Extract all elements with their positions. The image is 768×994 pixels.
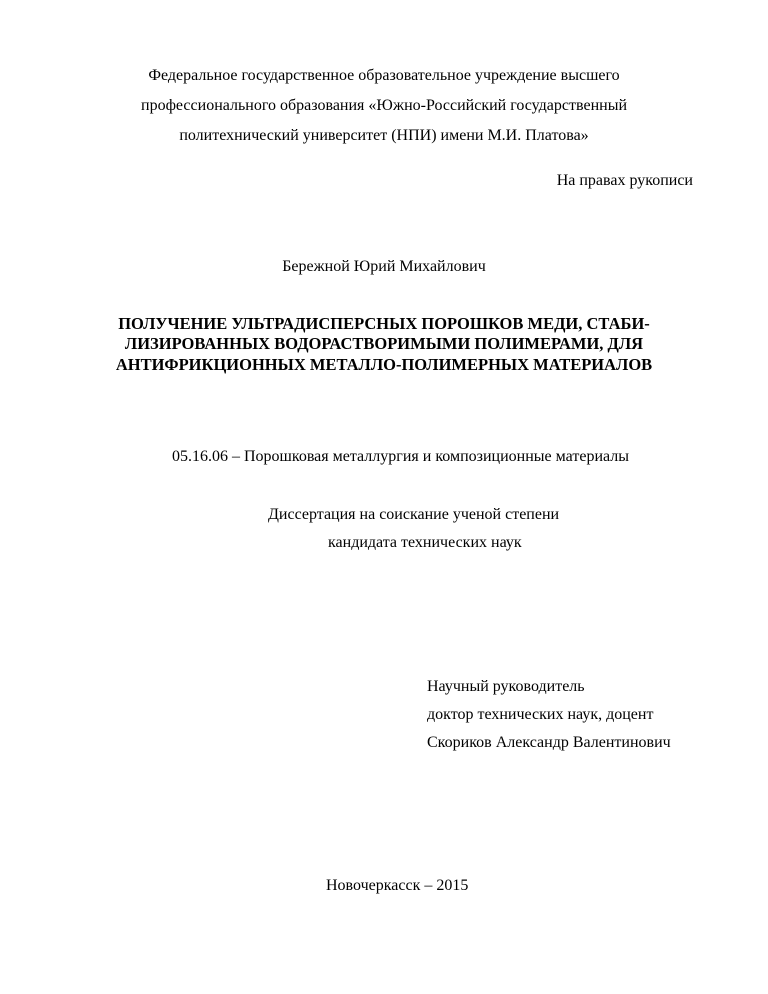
dissertation-title-line-2: ЛИЗИРОВАННЫХ ВОДОРАСТВОРИМЫМИ ПОЛИМЕРАМИ, ДЛЯ [124,334,644,353]
institution-line-3: политехнический университет (НПИ) имени М.И. Платова» [179,127,589,144]
supervisor-role: Научный руководитель [427,678,585,695]
manuscript-note: На правах рукописи [556,172,693,189]
author-name: Бережной Юрий Михайлович [282,258,486,275]
specialty-code: 05.16.06 – Порошковая металлургия и композиционные материалы [172,448,629,465]
supervisor-name: Скориков Александр Валентинович [427,734,671,751]
institution-line-1: Федеральное государственное образовательное учреждение высшего [148,67,620,84]
dissertation-title-line-1: ПОЛУЧЕНИЕ УЛЬТРАДИСПЕРСНЫХ ПОРОШКОВ МЕДИ, СТАБИ- [118,314,650,333]
degree-line-2: кандидата технических наук [328,534,522,551]
dissertation-title-line-3: АНТИФРИКЦИОННЫХ МЕТАЛЛО-ПОЛИМЕРНЫХ МАТЕРИАЛОВ [115,355,653,374]
place-and-year: Новочеркасск – 2015 [326,877,469,894]
supervisor-rank: доктор технических наук, доцент [427,706,654,723]
degree-line-1: Диссертация на соискание ученой степени [268,506,560,523]
institution-line-2: профессионального образования «Южно-Российский государственный [141,97,627,114]
